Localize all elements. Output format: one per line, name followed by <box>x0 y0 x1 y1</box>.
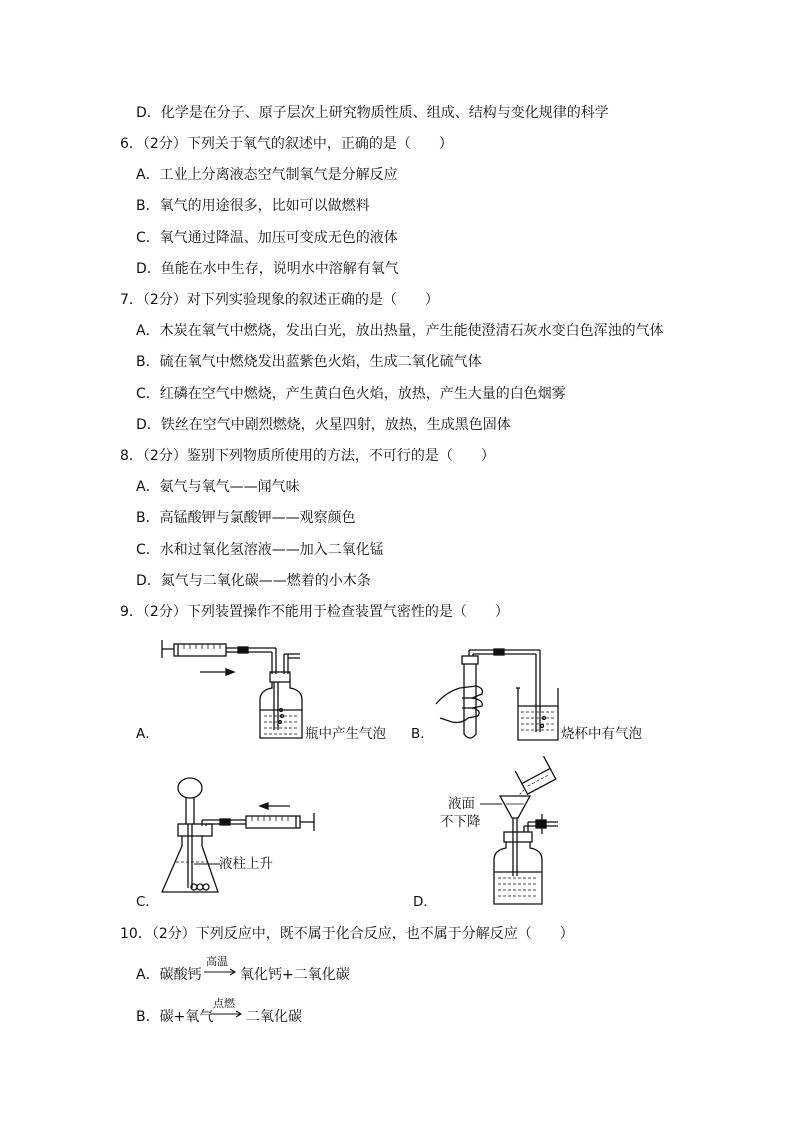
q10-option-a-reactant: 碳酸钙 <box>159 967 202 983</box>
q10-option-b-product: 二氧化碳 <box>246 1009 302 1025</box>
q6-option-b: B．氧气的用途很多，比如可以做燃料 <box>136 198 370 214</box>
q7-option-d: D．铁丝在空气中剧烈燃烧，火星四射，放热，生成黑色固体 <box>136 417 511 433</box>
q5-option-d: D．化学是在分子、原子层次上研究物质性质、组成、结构与变化规律的科学 <box>136 105 609 121</box>
q10-option-b-condition: 点燃 <box>213 997 235 1010</box>
q6-option-c: C．氧气通过降温、加压可变成无色的液体 <box>136 230 398 246</box>
q9-fig-b-caption: 烧杯中有气泡 <box>561 726 642 742</box>
q9-fig-d-caption-line2: 不下降 <box>440 814 481 830</box>
q8-stem: 8．（2分）鉴别下列物质所使用的方法，不可行的是（ ） <box>120 448 495 464</box>
q7-option-a: A．木炭在氧气中燃烧，发出白光，放出热量，产生能使澄清石灰水变白色浑浊的气体 <box>136 323 664 339</box>
q8-option-a: A．氨气与氧气——闻气味 <box>136 479 300 495</box>
q10-option-a <box>136 964 202 984</box>
q9-fig-c-caption: 液柱上升 <box>219 856 273 872</box>
q9-fig-a-letter: A． <box>136 726 159 742</box>
q9-fig-c-flask-syringe-illustration <box>150 776 320 898</box>
q9-fig-a-caption: 瓶中产生气泡 <box>305 726 386 742</box>
q8-option-d: D．氮气与二氧化碳——燃着的小木条 <box>136 573 371 589</box>
q10-option-a-prefix: A． <box>136 967 160 983</box>
q6-option-d: D．鱼能在水中生存，说明水中溶解有氧气 <box>136 261 399 277</box>
q10-option-b-reactant: 碳+氧气 <box>159 1009 214 1025</box>
q9-fig-d-letter: D． <box>413 894 437 910</box>
q7-option-b: B．硫在氧气中燃烧发出蓝紫色火焰，生成二氧化硫气体 <box>136 354 482 370</box>
q9-fig-d-caption-line1: 液面 <box>448 796 475 812</box>
q10-option-b-arrow-icon <box>210 1010 244 1018</box>
q10-option-a-arrow-icon <box>204 968 238 976</box>
q10-option-b <box>136 1006 213 1026</box>
q10-option-b-prefix: B． <box>136 1009 160 1025</box>
q9-fig-b-test-tube-beaker-illustration <box>432 648 562 744</box>
q8-option-c: C．水和过氧化氢溶液——加入二氧化锰 <box>136 542 384 558</box>
q7-option-c: C．红磷在空气中燃烧，产生黄白色火焰，放热，产生大量的白色烟雾 <box>136 386 566 402</box>
q9-fig-b-letter: B． <box>411 726 434 742</box>
q7-stem: 7．（2分）对下列实验现象的叙述正确的是（ ） <box>120 292 439 308</box>
q10-option-a-condition: 高温 <box>206 955 228 968</box>
q6-stem: 6．（2分）下列关于氧气的叙述中，正确的是（ ） <box>120 136 453 152</box>
q10-stem: 10．（2分）下列反应中，既不属于化合反应，也不属于分解反应（ ） <box>120 926 574 942</box>
q10-option-a-product: 氧化钙+二氧化碳 <box>240 967 350 983</box>
q9-fig-c-letter: C． <box>136 894 159 910</box>
q9-fig-a-syringe-bottle-illustration <box>160 634 310 742</box>
q9-stem: 9．（2分）下列装置操作不能用于检查装置气密性的是（ ） <box>120 604 509 620</box>
q8-option-b: B．高锰酸钾与氯酸钾——观察颜色 <box>136 510 356 526</box>
q9-fig-d-funnel-bottle-illustration <box>480 756 580 908</box>
q6-option-a: A．工业上分离液态空气制氧气是分解反应 <box>136 167 398 183</box>
